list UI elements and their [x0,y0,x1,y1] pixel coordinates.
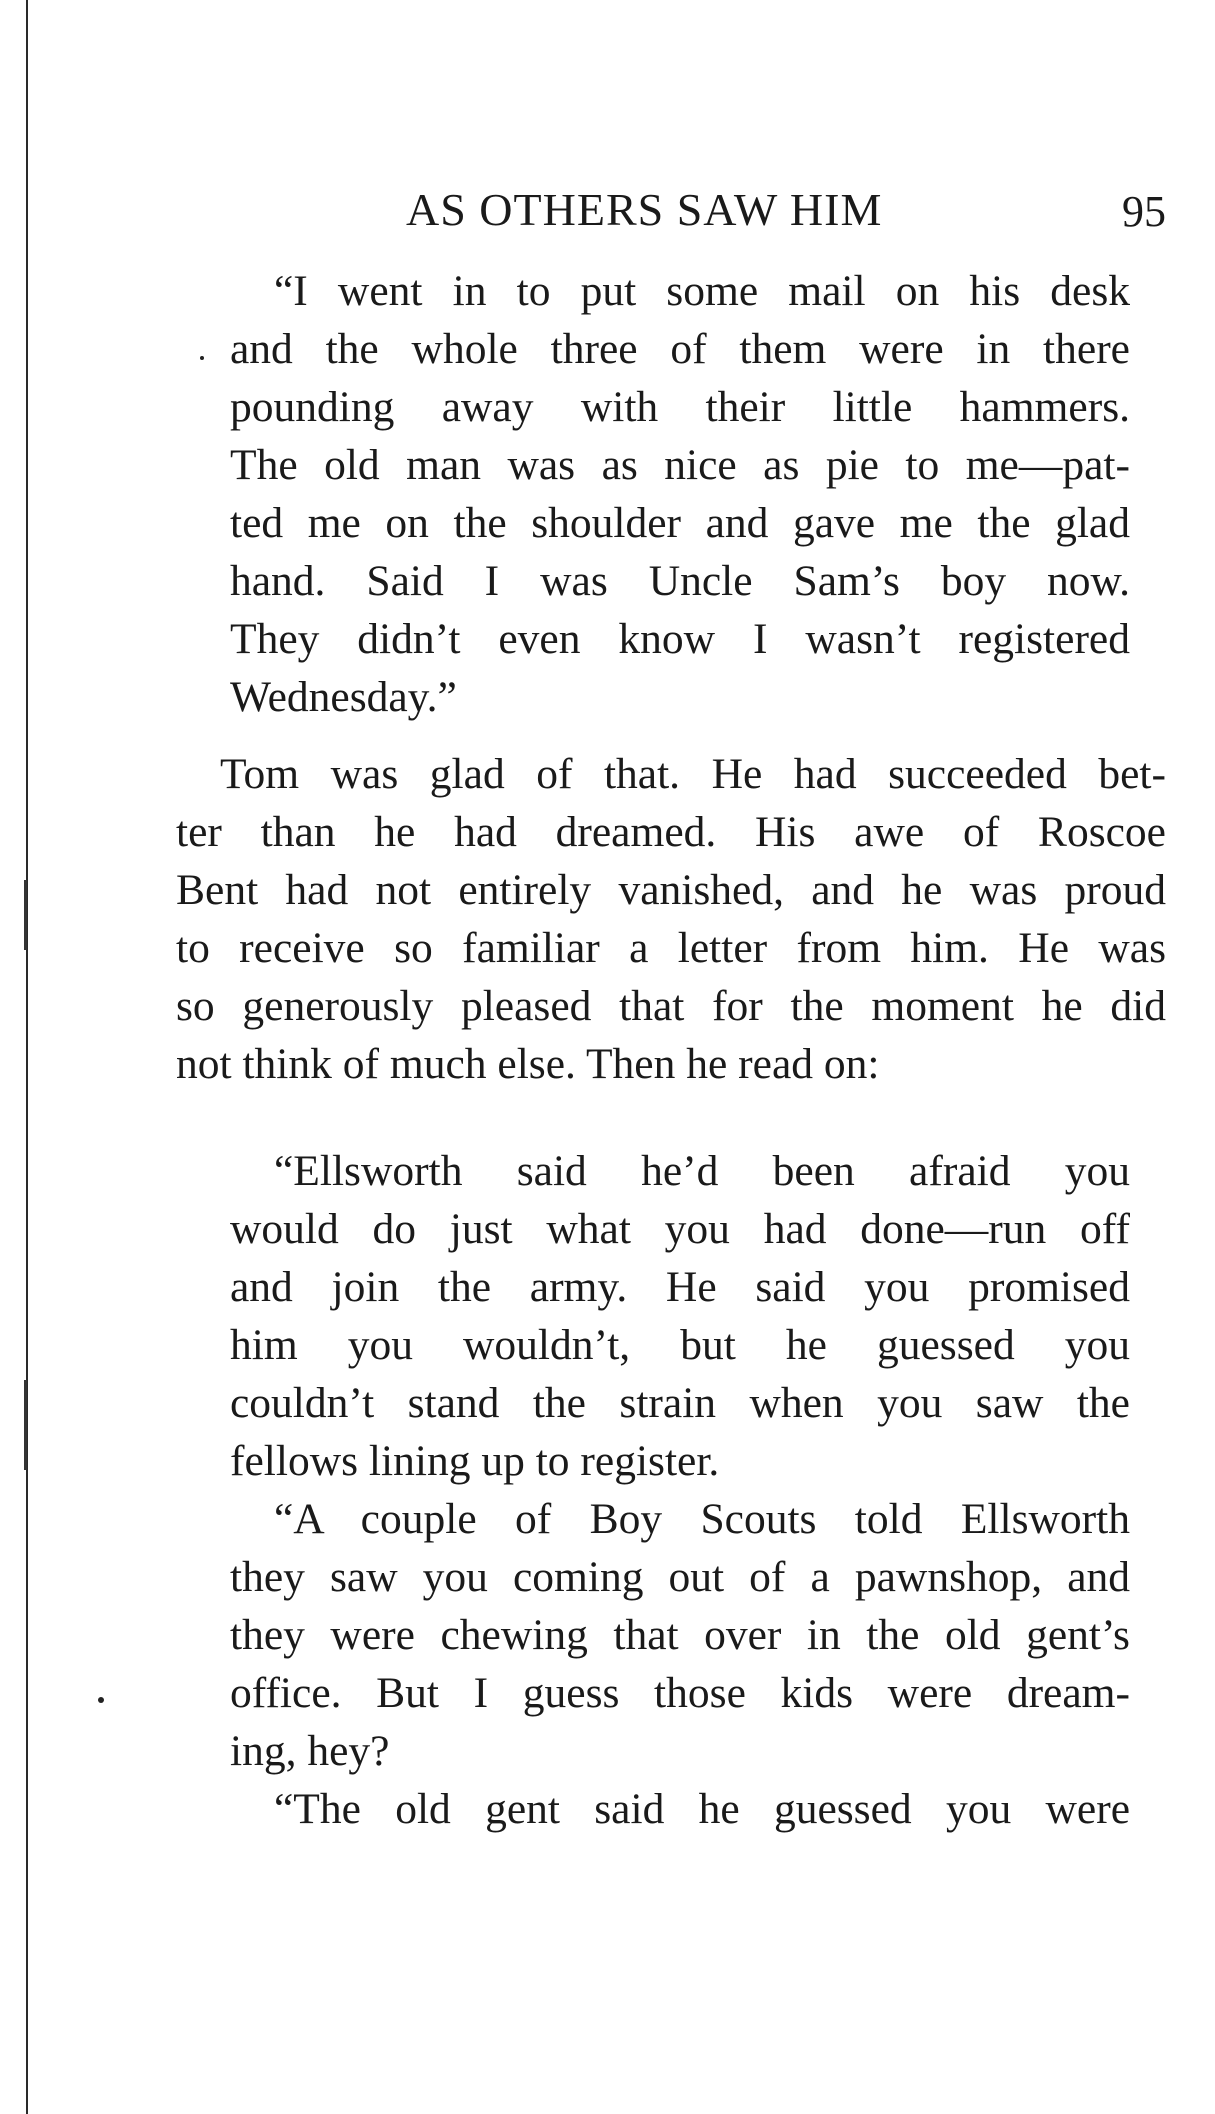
text-line: The old man was as nice as pie to me—pat- [230,441,1130,489]
text-line: would do just what you had done—run off [230,1205,1130,1253]
narrative-paragraph [176,745,1166,1093]
text-line: “I went in to put some mail on his desk [274,267,1130,315]
binding-mark [24,880,27,950]
text-line: Wednesday.” [230,673,457,721]
text-line: they were chewing that over in the old gent’s [230,1611,1130,1659]
text-line: Tom was glad of that. He had succeeded bet- [220,750,1166,798]
text-line: they saw you coming out of a pawnshop, and [230,1553,1130,1601]
binding-mark [24,1380,27,1470]
ink-speck [98,1697,104,1703]
page-binding-edge [26,0,28,2114]
text-line: fellows lining up to register. [230,1437,720,1485]
text-line: “The old gent said he guessed you were [274,1785,1130,1833]
letter-quote-block-2 [230,1142,1130,1838]
text-line: They didn’t even know I wasn’t registered [230,615,1130,663]
text-line: ing, hey? [230,1727,390,1775]
text-line: office. But I guess those kids were dream- [230,1669,1130,1717]
page-header [176,180,1166,240]
ink-speck [200,356,204,360]
text-line: “A couple of Boy Scouts told Ellsworth [274,1495,1130,1543]
text-line: “Ellsworth said he’d been afraid you [274,1147,1130,1195]
page-number: 95 [1122,187,1166,236]
letter-quote-block-1 [230,262,1130,726]
text-line: and join the army. He said you promised [230,1263,1130,1311]
text-line: not think of much else. Then he read on: [176,1040,880,1088]
text-line: Bent had not entirely vanished, and he was proud [176,866,1166,914]
text-line: and the whole three of them were in there [230,325,1130,373]
text-line: ter than he had dreamed. His awe of Roscoe [176,808,1166,856]
text-line: hand. Said I was Uncle Sam’s boy now. [230,557,1130,605]
text-line: him you wouldn’t, but he guessed you [230,1321,1130,1369]
running-head: AS OTHERS SAW HIM [406,184,883,235]
text-line: to receive so familiar a letter from him. He was [176,924,1166,972]
text-line: pounding away with their little hammers. [230,383,1130,431]
text-line: so generously pleased that for the moment he did [176,982,1166,1030]
text-line: ted me on the shoulder and gave me the glad [230,499,1130,547]
text-line: couldn’t stand the strain when you saw the [230,1379,1130,1427]
